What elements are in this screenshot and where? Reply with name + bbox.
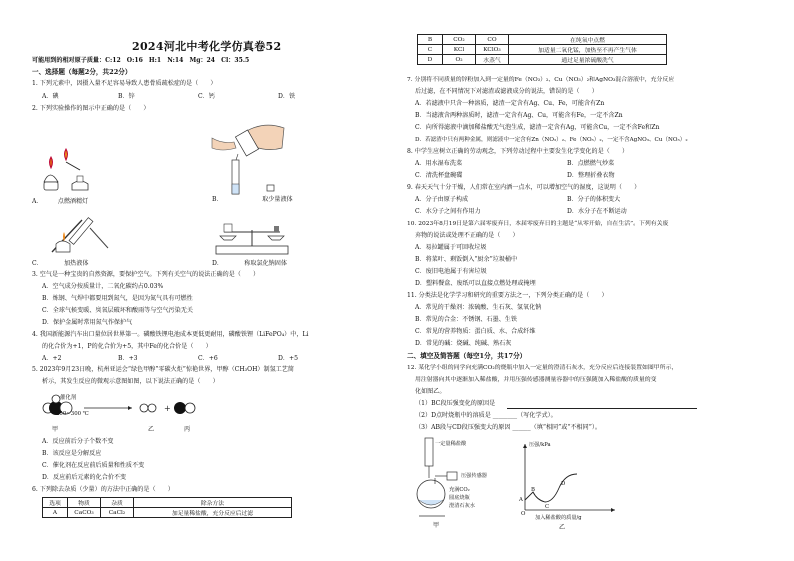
q11-stem: 11. 分类法是化学学习和研究的重要方法之一，下列分类正确的是（ ）	[407, 292, 608, 299]
q9-option-c: C．水分子之间有作用力	[415, 208, 481, 215]
graph-point-c: C	[545, 504, 550, 510]
q3-option-d: D．保护金属时常用氮气作保护气	[42, 319, 133, 326]
q10-option-c: C．废旧电池属于有害垃圾	[415, 268, 487, 275]
q7-option-a: A．若滤液中只含一种溶质，滤渣一定含有Ag、Cu、Fe，可能含有Zn	[415, 100, 605, 107]
table-cell: CaCl₂	[101, 508, 134, 518]
table-cell: B	[418, 35, 443, 45]
q2-stem: 2. 下列实验操作的图示中正确的是（ ）	[32, 105, 150, 112]
q9-stem: 9. 春天天气十分干燥，人们常在室内洒一点水，可以增加空气的湿度，这说明（ ）	[407, 184, 641, 191]
table-cell: A	[43, 508, 68, 518]
syringe-label: 一定量稀盐酸	[435, 441, 467, 447]
table-cell: D	[418, 55, 443, 65]
q10-stem-line2: 弃物的说法或处理不正确的是（ ）	[415, 232, 519, 239]
q11-option-d: D．常见的碱：烧碱、纯碱、熟石灰	[415, 340, 512, 347]
q3-option-b: B．炼钢、气焊中都要用到氮气，是因为氮气具有可燃性	[42, 295, 193, 302]
q6-table-continued	[417, 34, 667, 65]
table-cell: C	[418, 45, 443, 55]
q9-option-b: B．分子的体积变大	[567, 196, 621, 203]
q6-stem: 6. 下列除去杂质（少量）的方法中正确的是（ ）	[32, 486, 174, 493]
q4-option-c: C．+6	[198, 355, 218, 362]
q4-option-a: A．+2	[42, 355, 62, 362]
q12-part1: （1）BC段压强变化的原因是	[415, 400, 496, 407]
q5-option-b: B．该反应是分解反应	[42, 450, 102, 457]
flask-label-round: 圆底烧瓶	[449, 495, 470, 501]
q12-part3: （3）AB段与CD段压强变大的原因 ______（填“相同”或“不相同”）。	[415, 424, 601, 431]
table-header-cell: 物质	[68, 498, 101, 508]
graph-point-b: B	[531, 487, 535, 493]
table-row	[418, 35, 667, 45]
table-header-row	[43, 498, 292, 508]
q1-option-a: A．碘	[42, 93, 59, 100]
table-row	[43, 508, 292, 518]
answer-blank-line[interactable]	[507, 408, 697, 409]
q12-stem-line1: 12. 某化学小组的同学向充满CO₂的烧瓶中加入一定量的澄清石灰水，充分反应后连接装置如图甲所示，	[407, 365, 678, 371]
q9-option-a: A．分子由原子构成	[415, 196, 469, 203]
table-cell: CaCO₃	[68, 508, 101, 518]
q5-option-a: A．反应前后分子个数不变	[42, 438, 114, 445]
table-row	[418, 55, 667, 65]
q11-option-a: A．常见的干燥剂：浓硫酸、生石灰、氢氧化钠	[415, 304, 542, 311]
table-cell: 在纯氧中点燃	[509, 35, 667, 45]
molecule-yi-label: 乙	[148, 426, 155, 433]
q4-option-b: B．+3	[118, 355, 138, 362]
flask-label-limewater: 澄清石灰水	[449, 503, 475, 509]
q8-stem: 8. 中学生应树立正确的劳动观念，下列劳动过程中主要发生化学变化的是（ ）	[407, 148, 629, 155]
q8-option-c: C．清洗杯盘碗碟	[415, 172, 463, 179]
heating-liquid-figure	[44, 208, 114, 256]
q10-option-a: A．易拉罐属于可回收垃圾	[415, 244, 487, 251]
q1-option-b: B．锌	[118, 93, 135, 100]
table-cell: KCl	[443, 45, 476, 55]
q2-option-a: A． 点燃酒精灯	[32, 198, 89, 205]
graph-xlabel: 加入稀盐酸的质量/g	[535, 515, 582, 521]
table-cell: 通过足量浓硫酸洗气	[509, 55, 667, 65]
q1-option-c: C．钙	[198, 93, 215, 100]
q8-option-a: A．用水湿布洗菜	[415, 160, 463, 167]
q5-stem-line1: 5. 2023年9月23日晚，杭州亚运会“绿色甲醇”零碳火炬”惊艳世界，甲醇（CH₃OH）制氢工艺简	[32, 366, 294, 373]
q8-option-d: D．整理折叠衣物	[567, 172, 615, 179]
catalyst-label: 催化剂	[60, 395, 77, 401]
table-row	[418, 45, 667, 55]
section-fill-in: 二、填空及简答题（每空1分，共17分）	[407, 352, 527, 360]
page-title: 2024河北中考化学仿真卷52	[132, 40, 282, 53]
table-cell: O₂	[443, 55, 476, 65]
q7-stem-line1: 7. 分别将不同质量的锌粉加入到一定量的Fe（NO₃）₂、Cu（NO₃）₂和AgNO₃混合溶液中，充分反应	[407, 77, 675, 83]
q11-option-b: B．常见的合金：不锈钢、石墨、生铁	[415, 316, 517, 323]
q2-option-d: D． 称取氯化钠固体	[212, 260, 287, 267]
q2-option-c: C． 加热液体	[32, 260, 89, 267]
right-column	[397, 0, 794, 561]
pressure-graph	[515, 440, 625, 520]
q4-stem-line2: 的化合价为+1，P的化合价为+5，其中Fe的化合价是（ ）	[42, 343, 212, 350]
table-header-cell: 选项	[43, 498, 68, 508]
section-choice: 一、选择题（每题2分，共22分）	[32, 68, 132, 76]
q3-option-a: A．空气成分按质量计，二氧化碳约占0.03%	[42, 283, 164, 290]
table-cell: KClO₃	[476, 45, 509, 55]
table-cell: 水蒸气	[476, 55, 509, 65]
take-liquid-figure	[212, 118, 302, 198]
q7-option-c: C．向所得滤液中滴加稀盐酸无气泡生成，滤渣一定含有Ag，可能含Cu，一定不含Fe和Zn	[415, 124, 660, 131]
q5-option-d: D．反应前后元素的化合价不变	[42, 474, 127, 481]
balance-figure	[212, 222, 292, 256]
q6-table	[42, 497, 292, 518]
q10-option-b: B．将菜叶、剩饭倒入“厨余”垃圾桶中	[415, 256, 518, 263]
figure-jia-caption: 甲	[433, 522, 440, 529]
atomic-masses: 可能用到的相对原子质量：C:12 O:16 H:1 N:14 Mg：24 Cl：35.5	[32, 57, 250, 64]
molecule-jia-label: 甲	[52, 426, 59, 433]
svg-text:+: +	[164, 404, 171, 413]
table-cell: 加适量二氧化锰，加热至不再产生气体	[509, 45, 667, 55]
q10-stem-line1: 10. 2023年8月19日是第六届零废弃日，本届零废弃日的主题是“从零开始，自在生活”。下列有关废	[407, 221, 669, 227]
q1-stem: 1. 下列元素中，因摄入量不足容易导致人患骨质疏松症的是（ ）	[32, 80, 217, 87]
q7-option-b: B．当滤液含两种溶质时，滤渣一定含有Ag、Cu，可能含有Fe，一定不含Zn	[415, 112, 623, 119]
q5-option-c: C．催化剂在反应前后质量和性质不变	[42, 462, 145, 469]
table-cell: 加足量稀盐酸，充分反应后过滤	[134, 508, 292, 518]
graph-point-d: D	[561, 481, 566, 487]
q8-option-b: B．点燃燃气炒菜	[567, 160, 615, 167]
q12-stem-line3: 化如图乙。	[415, 388, 446, 395]
figure-yi-caption: 乙	[559, 524, 566, 531]
q3-stem: 3. 空气是一种宝贵的自然资源，要保护空气。下列有关空气的说法正确的是（ ）	[32, 271, 260, 278]
q9-option-d: D．水分子在不断运动	[567, 208, 627, 215]
q12-stem-line2: 用注射器向其中逐渐加入稀盐酸，并用压强传感器测量容器中的压强随加入稀盐酸的质量的变	[415, 377, 657, 383]
graph-point-a: A	[519, 497, 523, 503]
q5-stem-line2: 析示，其发生反应的微观示意图如图，以下说法正确的是（ ）	[42, 378, 219, 385]
q7-option-d: D．若滤渣中只有两种金属，则滤液中一定含有Zn（NO₃）₂、Fe（NO₃）₂，一定不含AgNO₃、Cu（NO₃）₂	[415, 137, 688, 143]
q11-option-c: C．常见的营养物质：蛋白质、水、合成纤维	[415, 328, 536, 335]
sensor-label: 压强传感器	[461, 473, 487, 479]
q10-option-d: D．塑料餐盒、废纸可以直接点燃处理或掩埋	[415, 280, 536, 287]
molecule-bing-label: 丙	[184, 426, 191, 433]
reagent-stopper-icon	[265, 182, 277, 194]
q3-option-c: C．全球气候变暖、臭氧层破坏和酸雨等与空气污染无关	[42, 307, 193, 314]
q1-option-d: D．铁	[278, 93, 296, 100]
table-header-cell: 除杂方法	[134, 498, 292, 508]
graph-ylabel: 压强/kPa	[529, 442, 551, 448]
q4-stem-line1: 4. 我国新能源汽车出口量位居世界第一。磷酸铁锂电池成本更低更耐用，磷酸铁锂（LiFePO₄）中，Li	[32, 331, 309, 338]
temperature-label: 250~300 ℃	[56, 411, 89, 417]
q4-option-d: D．+5	[278, 355, 298, 362]
q12-part2: （2）D点时烧瓶中的溶质是 ________（写化学式）。	[415, 412, 557, 419]
table-cell: CO₂	[443, 35, 476, 45]
flask-label-co2: 充满CO₂	[449, 487, 470, 493]
table-header-cell: 杂质	[101, 498, 134, 508]
q2-option-b: B． 取少量液体	[212, 196, 293, 203]
graph-origin: O	[521, 511, 526, 517]
table-cell: CO	[476, 35, 509, 45]
alcohol-lamp-figure	[36, 140, 96, 195]
q7-stem-line2: 后过滤，在不同情况下对滤渣或滤液成分的说法，错误的是（ ）	[415, 88, 598, 95]
